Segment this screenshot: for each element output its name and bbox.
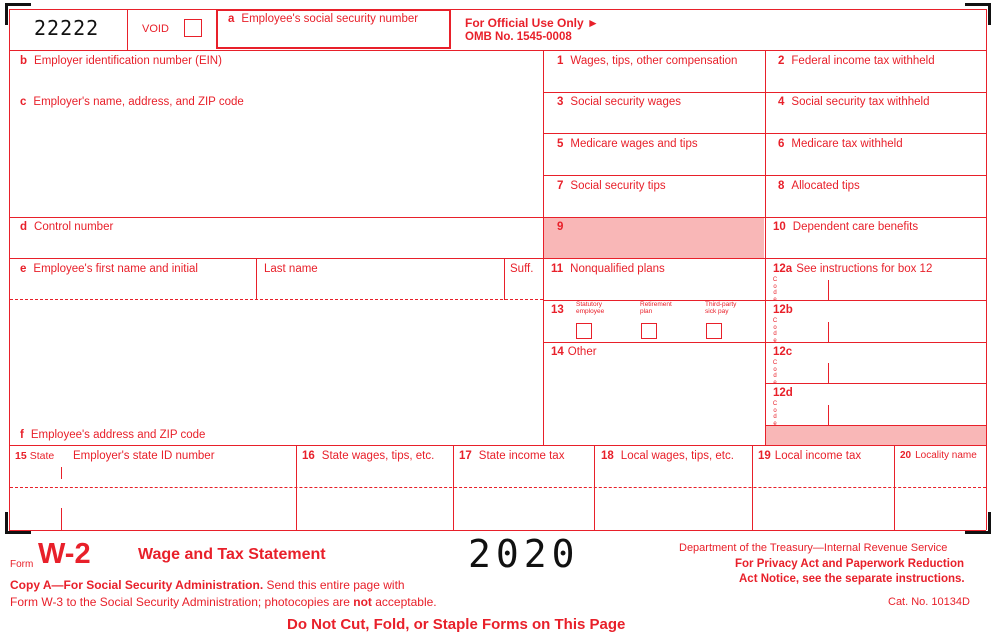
- box-d-letter: d: [20, 221, 28, 233]
- box-12d-code-label: C o d e: [772, 401, 778, 427]
- box-e-letter: e: [20, 263, 27, 275]
- box-19-text: Local income tax: [774, 450, 862, 462]
- box-11-text: Nonqualified plans: [570, 263, 665, 275]
- box-17-label: [459, 451, 564, 463]
- box-12b-amount-field[interactable]: [829, 322, 986, 342]
- box-11-num: 11: [551, 263, 564, 275]
- box-12a-amount-field[interactable]: [829, 280, 986, 300]
- box-3-field[interactable]: [544, 93, 765, 133]
- box-18-label: [601, 451, 734, 463]
- form-border-bottom: [9, 530, 986, 531]
- box-6-num: 6: [778, 138, 785, 150]
- box-15-text: State: [29, 450, 55, 462]
- omb-number: OMB No. 1545-0008: [465, 31, 572, 43]
- box-e-first-name-field[interactable]: [10, 259, 256, 299]
- box-12b-num: 12b: [773, 304, 793, 316]
- form-border-top: [9, 9, 986, 10]
- box-b-text: Employer identification number (EIN): [34, 55, 222, 67]
- box-5-num: 5: [557, 138, 564, 150]
- box-12a-code-label: C o d e: [772, 277, 778, 303]
- box-7-text: Social security tips: [570, 180, 666, 192]
- form-border-right: [986, 9, 987, 530]
- box-12c-label: [773, 347, 799, 359]
- form-word: Form: [10, 559, 34, 570]
- box-15-state-id-label: Employer's state ID number: [73, 450, 215, 462]
- box-2-text: Federal income tax withheld: [791, 55, 935, 67]
- box-10-field[interactable]: [766, 218, 986, 258]
- box-2-num: 2: [778, 55, 785, 67]
- box-e-suffix-field[interactable]: [505, 259, 543, 299]
- box-e-last-name-label: Last name: [264, 263, 318, 275]
- box-a-letter: a: [228, 13, 235, 25]
- box-11-field[interactable]: [544, 259, 765, 300]
- do-not-cut-notice: Do Not Cut, Fold, or Staple Forms on This Page: [287, 616, 626, 633]
- box-12a-label: [773, 264, 932, 276]
- box-c-letter: c: [20, 96, 27, 108]
- box-20-label: [900, 451, 977, 461]
- box-d-field[interactable]: [10, 218, 543, 258]
- void-checkbox[interactable]: [184, 19, 202, 37]
- tax-year: 2020: [468, 532, 580, 576]
- third-party-sick-pay-label: Third-party sick pay: [705, 301, 737, 315]
- form-id: W-2: [38, 538, 91, 570]
- box-d-text: Control number: [34, 221, 114, 233]
- box-4-field[interactable]: [766, 93, 986, 133]
- box-17-num: 17: [459, 450, 472, 462]
- box-12b-code-label: C o d e: [772, 318, 778, 344]
- box-8-text: Allocated tips: [791, 180, 860, 192]
- box-20-num: 20: [900, 450, 912, 461]
- box-2-field[interactable]: [766, 51, 986, 92]
- copy-a-line2-end: acceptable.: [371, 595, 437, 609]
- box-f-label: [20, 430, 205, 442]
- box-16-text: State wages, tips, etc.: [321, 450, 435, 462]
- divider: [127, 9, 128, 50]
- box-14-field[interactable]: [544, 343, 765, 445]
- box-16-label: [302, 451, 434, 463]
- box-19-field[interactable]: [753, 467, 894, 530]
- box-15-state-field[interactable]: [10, 467, 61, 530]
- box-f-letter: f: [20, 429, 24, 441]
- statutory-employee-label: Statutory employee: [576, 301, 605, 315]
- box-12d-shade: [765, 425, 986, 445]
- box-20-text: Locality name: [915, 450, 977, 461]
- divider: [765, 425, 986, 426]
- privacy-notice-1: For Privacy Act and Paperwork Reduction: [735, 558, 964, 570]
- box-16-num: 16: [302, 450, 315, 462]
- copy-a-not: not: [353, 595, 372, 609]
- copy-a-line-2: [10, 596, 437, 608]
- box-12d-amount-field[interactable]: [829, 405, 986, 425]
- third-party-sick-pay-checkbox[interactable]: [706, 323, 722, 339]
- box-15-num: 15: [15, 450, 27, 462]
- box-c-field[interactable]: [10, 93, 543, 217]
- box-17-field[interactable]: [454, 467, 594, 530]
- box-3-num: 3: [557, 96, 564, 108]
- box-12b-label: [773, 305, 800, 317]
- box-b-letter: b: [20, 55, 28, 67]
- divider: [9, 445, 986, 446]
- box-19-label: [758, 451, 861, 463]
- copy-a-line2-start: Form W-3 to the Social Security Administration; photocopies are: [10, 595, 354, 609]
- catalog-number: Cat. No. 10134D: [888, 596, 970, 608]
- box-e-last-name-field[interactable]: [257, 259, 504, 299]
- privacy-notice-2: Act Notice, see the separate instructions.: [739, 573, 965, 585]
- box-12b-code-field[interactable]: [780, 322, 827, 342]
- box-20-field[interactable]: [895, 467, 986, 530]
- box-14-text: Other: [567, 346, 597, 358]
- box-a-label: [228, 14, 418, 26]
- crop-mark-top-right: [965, 3, 991, 25]
- box-c-text: Employer's name, address, and ZIP code: [33, 96, 244, 108]
- box-10-num: 10: [773, 221, 786, 233]
- box-1-num: 1: [557, 55, 564, 67]
- box-13-label: [551, 305, 571, 317]
- box-1-text: Wages, tips, other compensation: [570, 55, 738, 67]
- box-f-text: Employee's address and ZIP code: [30, 429, 206, 441]
- box-13-num: 13: [551, 304, 564, 316]
- official-use: For Official Use Only ►: [465, 16, 599, 30]
- box-17-text: State income tax: [478, 450, 565, 462]
- box-19-num: 19: [758, 450, 771, 462]
- box-15-label: [15, 451, 54, 462]
- box-18-text: Local wages, tips, etc.: [620, 450, 734, 462]
- box-6-field[interactable]: [766, 134, 986, 175]
- treasury-dept: Department of the Treasury—Internal Revenue Service: [679, 542, 948, 554]
- box-12c-num: 12c: [773, 346, 793, 358]
- box-7-num: 7: [557, 180, 564, 192]
- box-18-field[interactable]: [595, 467, 752, 530]
- statutory-employee-checkbox[interactable]: [576, 323, 592, 339]
- box-12c-code-field[interactable]: [780, 363, 827, 383]
- box-12d-label: [773, 388, 800, 400]
- box-9-label: [557, 222, 570, 234]
- copy-a-bold: Copy A—For Social Security Administration.: [10, 578, 264, 592]
- box-10-text: Dependent care benefits: [792, 221, 919, 233]
- divider: [10, 299, 543, 300]
- box-15-state-id-field[interactable]: [62, 467, 296, 530]
- form-title: Wage and Tax Statement: [138, 546, 326, 563]
- copy-a-rest: Send this entire page with: [263, 578, 405, 592]
- box-e-suffix-label: Suff.: [510, 263, 534, 275]
- box-8-num: 8: [778, 180, 785, 192]
- box-14-num: 14: [551, 346, 564, 358]
- copy-a-line-1: [10, 579, 405, 591]
- box-5-field[interactable]: [544, 134, 765, 175]
- box-4-text: Social security tax withheld: [791, 96, 930, 108]
- box-12d-num: 12d: [773, 387, 793, 399]
- box-12a-num: 12a: [773, 263, 793, 275]
- box-18-num: 18: [601, 450, 614, 462]
- box-e-text: Employee's first name and initial: [33, 263, 198, 275]
- divider: [543, 300, 986, 301]
- box-6-text: Medicare tax withheld: [791, 138, 903, 150]
- box-a-text: Employee's social security number: [241, 13, 419, 25]
- box-1-field[interactable]: [544, 51, 765, 92]
- void-label: VOID: [142, 23, 169, 35]
- box-12d-code-field[interactable]: [780, 405, 827, 425]
- box-12a-code-field[interactable]: [780, 280, 827, 300]
- box-12c-amount-field[interactable]: [829, 363, 986, 383]
- form-code: 22222: [34, 16, 100, 40]
- box-12c-code-label: C o d e: [772, 360, 778, 386]
- box-3-text: Social security wages: [570, 96, 681, 108]
- box-12a-text: See instructions for box 12: [796, 263, 933, 275]
- retirement-plan-label: Retirement plan: [640, 301, 672, 315]
- divider: [765, 383, 986, 384]
- box-7-field[interactable]: [544, 176, 765, 217]
- box-9-shade: [543, 217, 764, 258]
- box-16-field[interactable]: [297, 467, 453, 530]
- box-f-field[interactable]: [10, 301, 543, 445]
- box-4-num: 4: [778, 96, 785, 108]
- retirement-plan-checkbox[interactable]: [641, 323, 657, 339]
- box-8-field[interactable]: [766, 176, 986, 217]
- box-5-text: Medicare wages and tips: [570, 138, 698, 150]
- box-b-field[interactable]: [10, 51, 543, 92]
- box-9-num: 9: [557, 221, 564, 233]
